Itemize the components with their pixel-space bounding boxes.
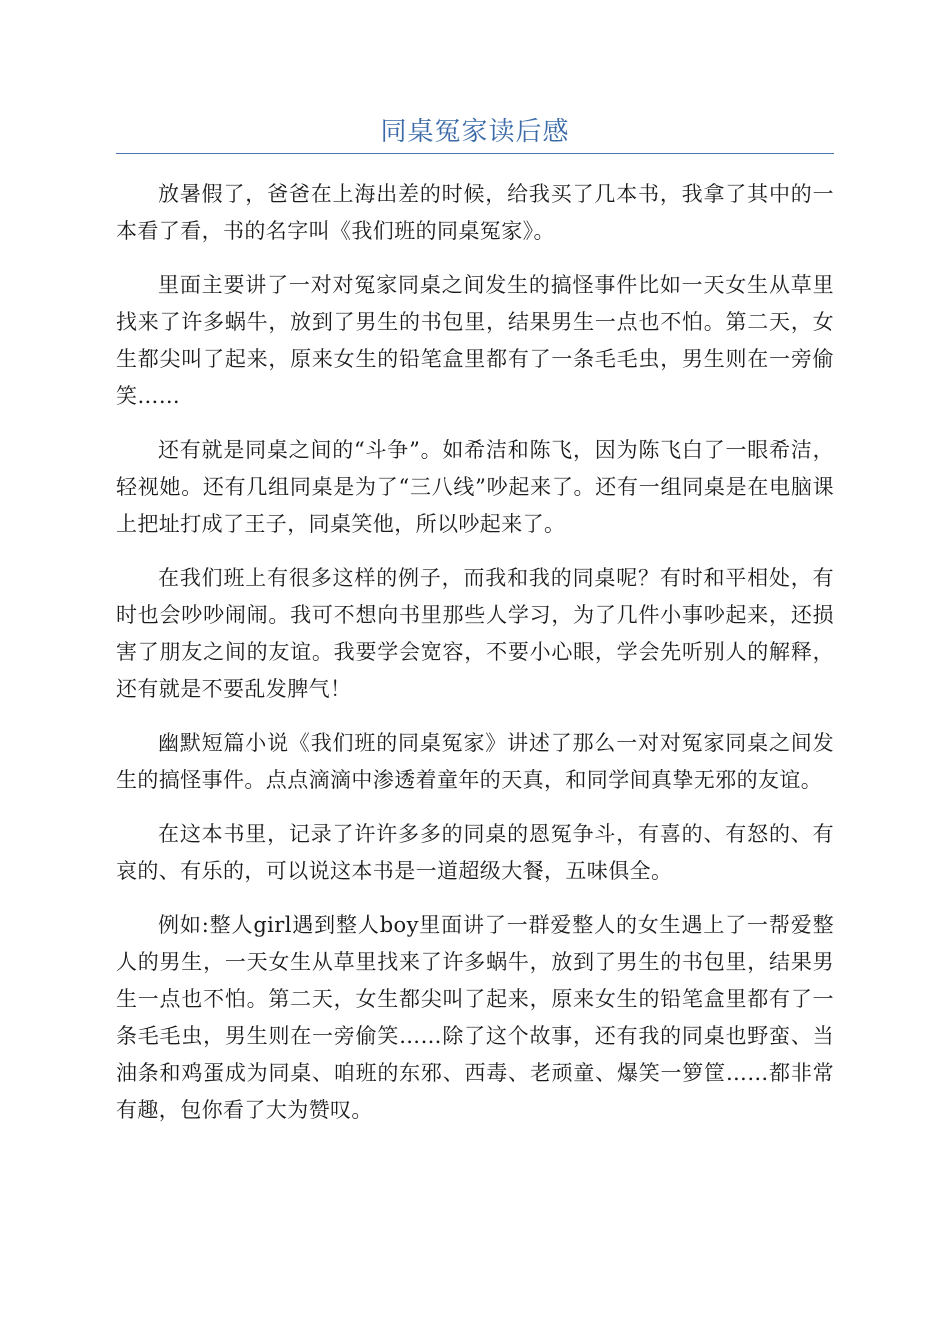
paragraph-7: 例如:整人girl遇到整人boy里面讲了一群爱整人的女生遇上了一帮爱整人的男生，一天女生从草里找来了许多蜗牛，放到了男生的书包里，结果男生一点也不怕。第二天，女生都尖叫了起来，原来女生的铅笔盒里都有了一条毛毛虫，男生则在一旁偷笑……除了这个故事，还有我的同桌也野蛮、当油条和鸡蛋成为同桌、咱班的东邪、西毒、老顽童、爆笑一箩筐……都非常有趣，包你看了大为赞叹。 (116, 913, 834, 1122)
paragraph-6: 在这本书里，记录了许许多多的同桌的恩冤争斗，有喜的、有怒的、有哀的、有乐的，可以说这本书是一道超级大餐，五味俱全。 (116, 822, 834, 883)
paragraph-3: 还有就是同桌之间的“斗争”。如希洁和陈飞，因为陈飞白了一眼希洁，轻视她。还有几组同桌是为了“三八线”吵起来了。还有一组同桌是在电脑课上把址打成了王子，同桌笑他，所以吵起来了。 (116, 438, 834, 536)
paragraph-2: 里面主要讲了一对对冤家同桌之间发生的搞怪事件比如一天女生从草里找来了许多蜗牛，放到了男生的书包里，结果男生一点也不怕。第二天，女生都尖叫了起来，原来女生的铅笔盒里都有了一条毛毛虫，男生则在一旁偷笑…… (116, 273, 834, 408)
paragraph-1: 放暑假了，爸爸在上海出差的时候，给我买了几本书，我拿了其中的一本看了看，书的名字叫《我们班的同桌冤家》。 (116, 182, 834, 243)
title-underline (116, 153, 834, 154)
paragraph-4: 在我们班上有很多这样的例子，而我和我的同桌呢？有时和平相处，有时也会吵吵闹闹。我可不想向书里那些人学习，为了几件小事吵起来，还损害了朋友之间的友谊。我要学会宽容，不要小心眼，学会先听别人的解释，还有就是不要乱发脾气！ (116, 566, 834, 701)
paragraph-5: 幽默短篇小说《我们班的同桌冤家》讲述了那么一对对冤家同桌之间发生的搞怪事件。点点滴滴中渗透着童年的天真，和同学间真挚无邪的友谊。 (116, 731, 834, 792)
document-body (116, 176, 834, 1146)
document-title: 同桌冤家读后感 (380, 117, 570, 147)
